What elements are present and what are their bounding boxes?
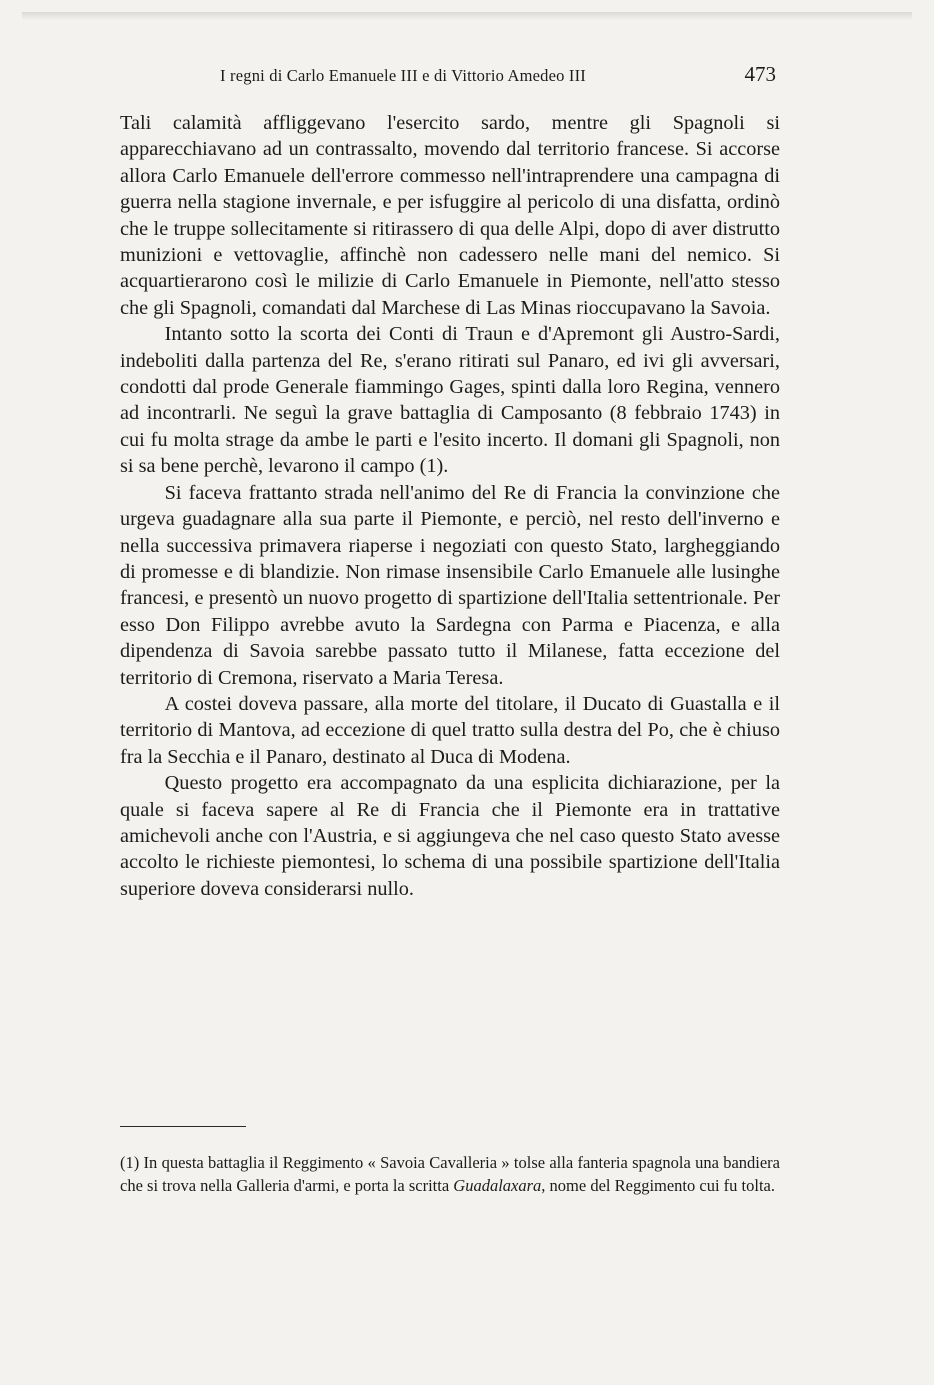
page-header — [120, 62, 782, 88]
paragraph-5: Questo progetto era accompagnato da una esplicita dichiarazione, per la quale si faceva sapere al Re di Francia che il Piemonte era in trattative amichevoli anche con l'Austria, e si aggiungeva che nel caso questo Stato avesse accolto le richieste piemontesi, lo schema di una possibile spartizione dell'Italia superiore doveva considerarsi nullo. — [120, 772, 780, 900]
footnote-italic-regiment: Guadalaxara — [453, 1175, 542, 1195]
body-text — [120, 110, 780, 902]
footnote-text-after: , nome del Reggimento cui fu tolta. — [541, 1175, 775, 1195]
paragraph-4: A costei doveva passare, alla morte del titolare, il Ducato di Guastalla e il territorio di Mantova, ad eccezione di quel tratto sulla destra del Po, che è chiuso fra la Secchia e il Panaro, destinato al Duca di Modena. — [120, 692, 780, 768]
paragraph-2: Intanto sotto la scorta dei Conti di Traun e d'Apremont gli Austro-Sardi, indeboliti dalla partenza del Re, s'erano ritirati sul Panaro, ed ivi gli avversari, condotti dal prode Generale fiammingo Gages, spinti dalla loro Regina, vennero ad incontrarli. Ne seguì la grave battaglia di Camposanto (8 febbraio 1743) in cui fu molta strage da ambe le parti e l'esito incerto. Il domani gli Spagnoli, non si sa bene perchè, levarono il campo (1). — [120, 323, 780, 478]
paragraph-3: Si faceva frattanto strada nell'animo del Re di Francia la convinzione che urgeva guadagnare alla sua parte il Piemonte, e perciò, nel resto dell'inverno e nella successiva primavera riaperse i negoziati con questo Stato, largheggiando di promesse e di blandizie. Non rimase insensibile Carlo Emanuele alle lusinghe francesi, e presentò un nuovo progetto di spartizione dell'Italia settentrionale. Per esso Don Filippo avrebbe avuto la Sardegna con Parma e Piacenza, e alla dipendenza di Savoia sarebbe passato tutto il Milanese, fatta eccezione del territorio di Cremona, riservato a Maria Teresa. — [120, 481, 780, 689]
page-number: 473 — [744, 62, 776, 86]
paragraph-1: Tali calamità affliggevano l'esercito sardo, mentre gli Spagnoli si apparecchiavano ad un contrassalto, movendo dal territorio francese. Si accorse allora Carlo Emanuele dell'errore commesso nell'intraprendere una campagna di guerra nella stagione invernale, e per isfuggire al pericolo di una disfatta, ordinò che le truppe sollecitamente si ritirassero di qua delle Alpi, dopo di aver distrutto munizioni e vettovaglie, affinchè non cadessero nelle mani del nemico. Si acquartierarono così le milizie di Carlo Emanuele in Piemonte, nell'atto stesso che gli Spagnoli, comandati dal Marchese di Las Minas rioccupavano la Savoia. — [120, 112, 780, 319]
scan-edge-shadow — [22, 12, 912, 20]
footnote-text-before: (1) In questa battaglia il Reggimento « Savoia Cavalleria » tolse alla fanteria spagnola una bandiera che si trova nella Galleria d'armi, e porta la scritta — [120, 1153, 780, 1195]
footnote — [120, 1152, 780, 1197]
running-title: I regni di Carlo Emanuele III e di Vittorio Amedeo III — [220, 66, 586, 85]
footnote-separator — [120, 1126, 246, 1127]
